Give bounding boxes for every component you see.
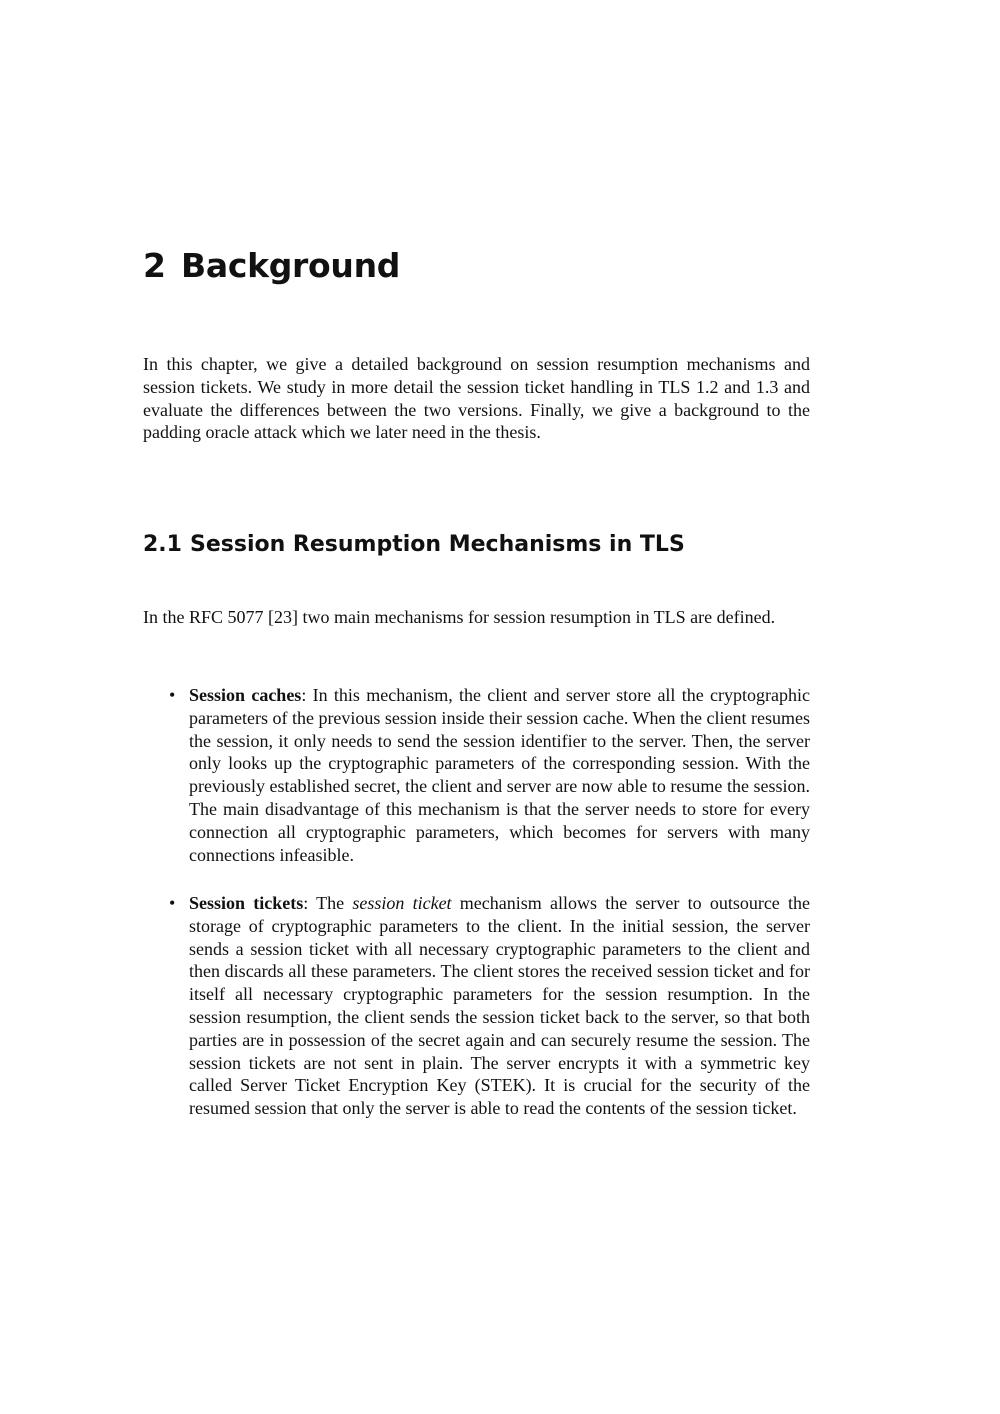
list-item-body xyxy=(189,684,810,866)
intro-paragraph: In this chapter, we give a detailed background on session resumption mechanisms and session tickets. We study in more detail the session ticket handling in TLS 1.2 and 1.3 and evaluate the differences between the two versions. Finally, we give a background to the padding oracle attack which we later need in the thesis. xyxy=(143,354,810,443)
chapter-title-text: Background xyxy=(181,246,401,285)
session-caches-description: In this mechanism, the client and server store all the cryptographic parameters of the previous session inside their session cache. When the client resumes the session, it only needs to send the session identifier to the server. Then, the server only looks up the cryptographic parameters of the corresponding session. With the previously established secret, the client and server are now able to resume the session. The main disadvantage of this mechanism is that the server needs to store for every connection all cryptographic parameters, which becomes for servers with many connections infeasible. xyxy=(189,685,810,865)
section-number: 2.1 xyxy=(143,532,182,557)
term-separator: : xyxy=(301,685,313,705)
bullet-icon: • xyxy=(169,893,176,913)
rfc-paragraph: In the RFC 5077 [23] two main mechanisms for session resumption in TLS are defined. xyxy=(143,607,776,627)
term-session-tickets: Session tickets xyxy=(189,893,304,913)
term-session-caches: Session caches xyxy=(189,685,302,705)
list-item-body xyxy=(189,892,810,1120)
chapter-number: 2 xyxy=(143,246,166,285)
session-tickets-description: mechanism allows the server to outsource the storage of cryptographic parameters to the client. In the initial session, the server sends a session ticket with all necessary cryptographic parameters to the client and then discards all these parameters. The client stores the received session ticket and for itself all necessary cryptographic parameters for the session resumption. In the session resumption, the client sends the session ticket back to the server, so that both parties are in possession of the secret again and can securely resume the session. The session tickets are not sent in plain. The server encrypts it with a symmetric key called Server Ticket Encryption Key (STEK). It is crucial for the security of the resumed session that only the server is able to read the contents of the session ticket. xyxy=(189,893,811,1119)
session-tickets-lead: The xyxy=(316,893,353,913)
bullet-icon: • xyxy=(169,685,176,705)
session-ticket-emphasis: session ticket xyxy=(352,893,452,913)
section-title-text: Session Resumption Mechanisms in TLS xyxy=(190,532,685,557)
chapter-title xyxy=(143,246,400,285)
section-title xyxy=(143,532,685,557)
term-separator: : xyxy=(303,893,317,913)
